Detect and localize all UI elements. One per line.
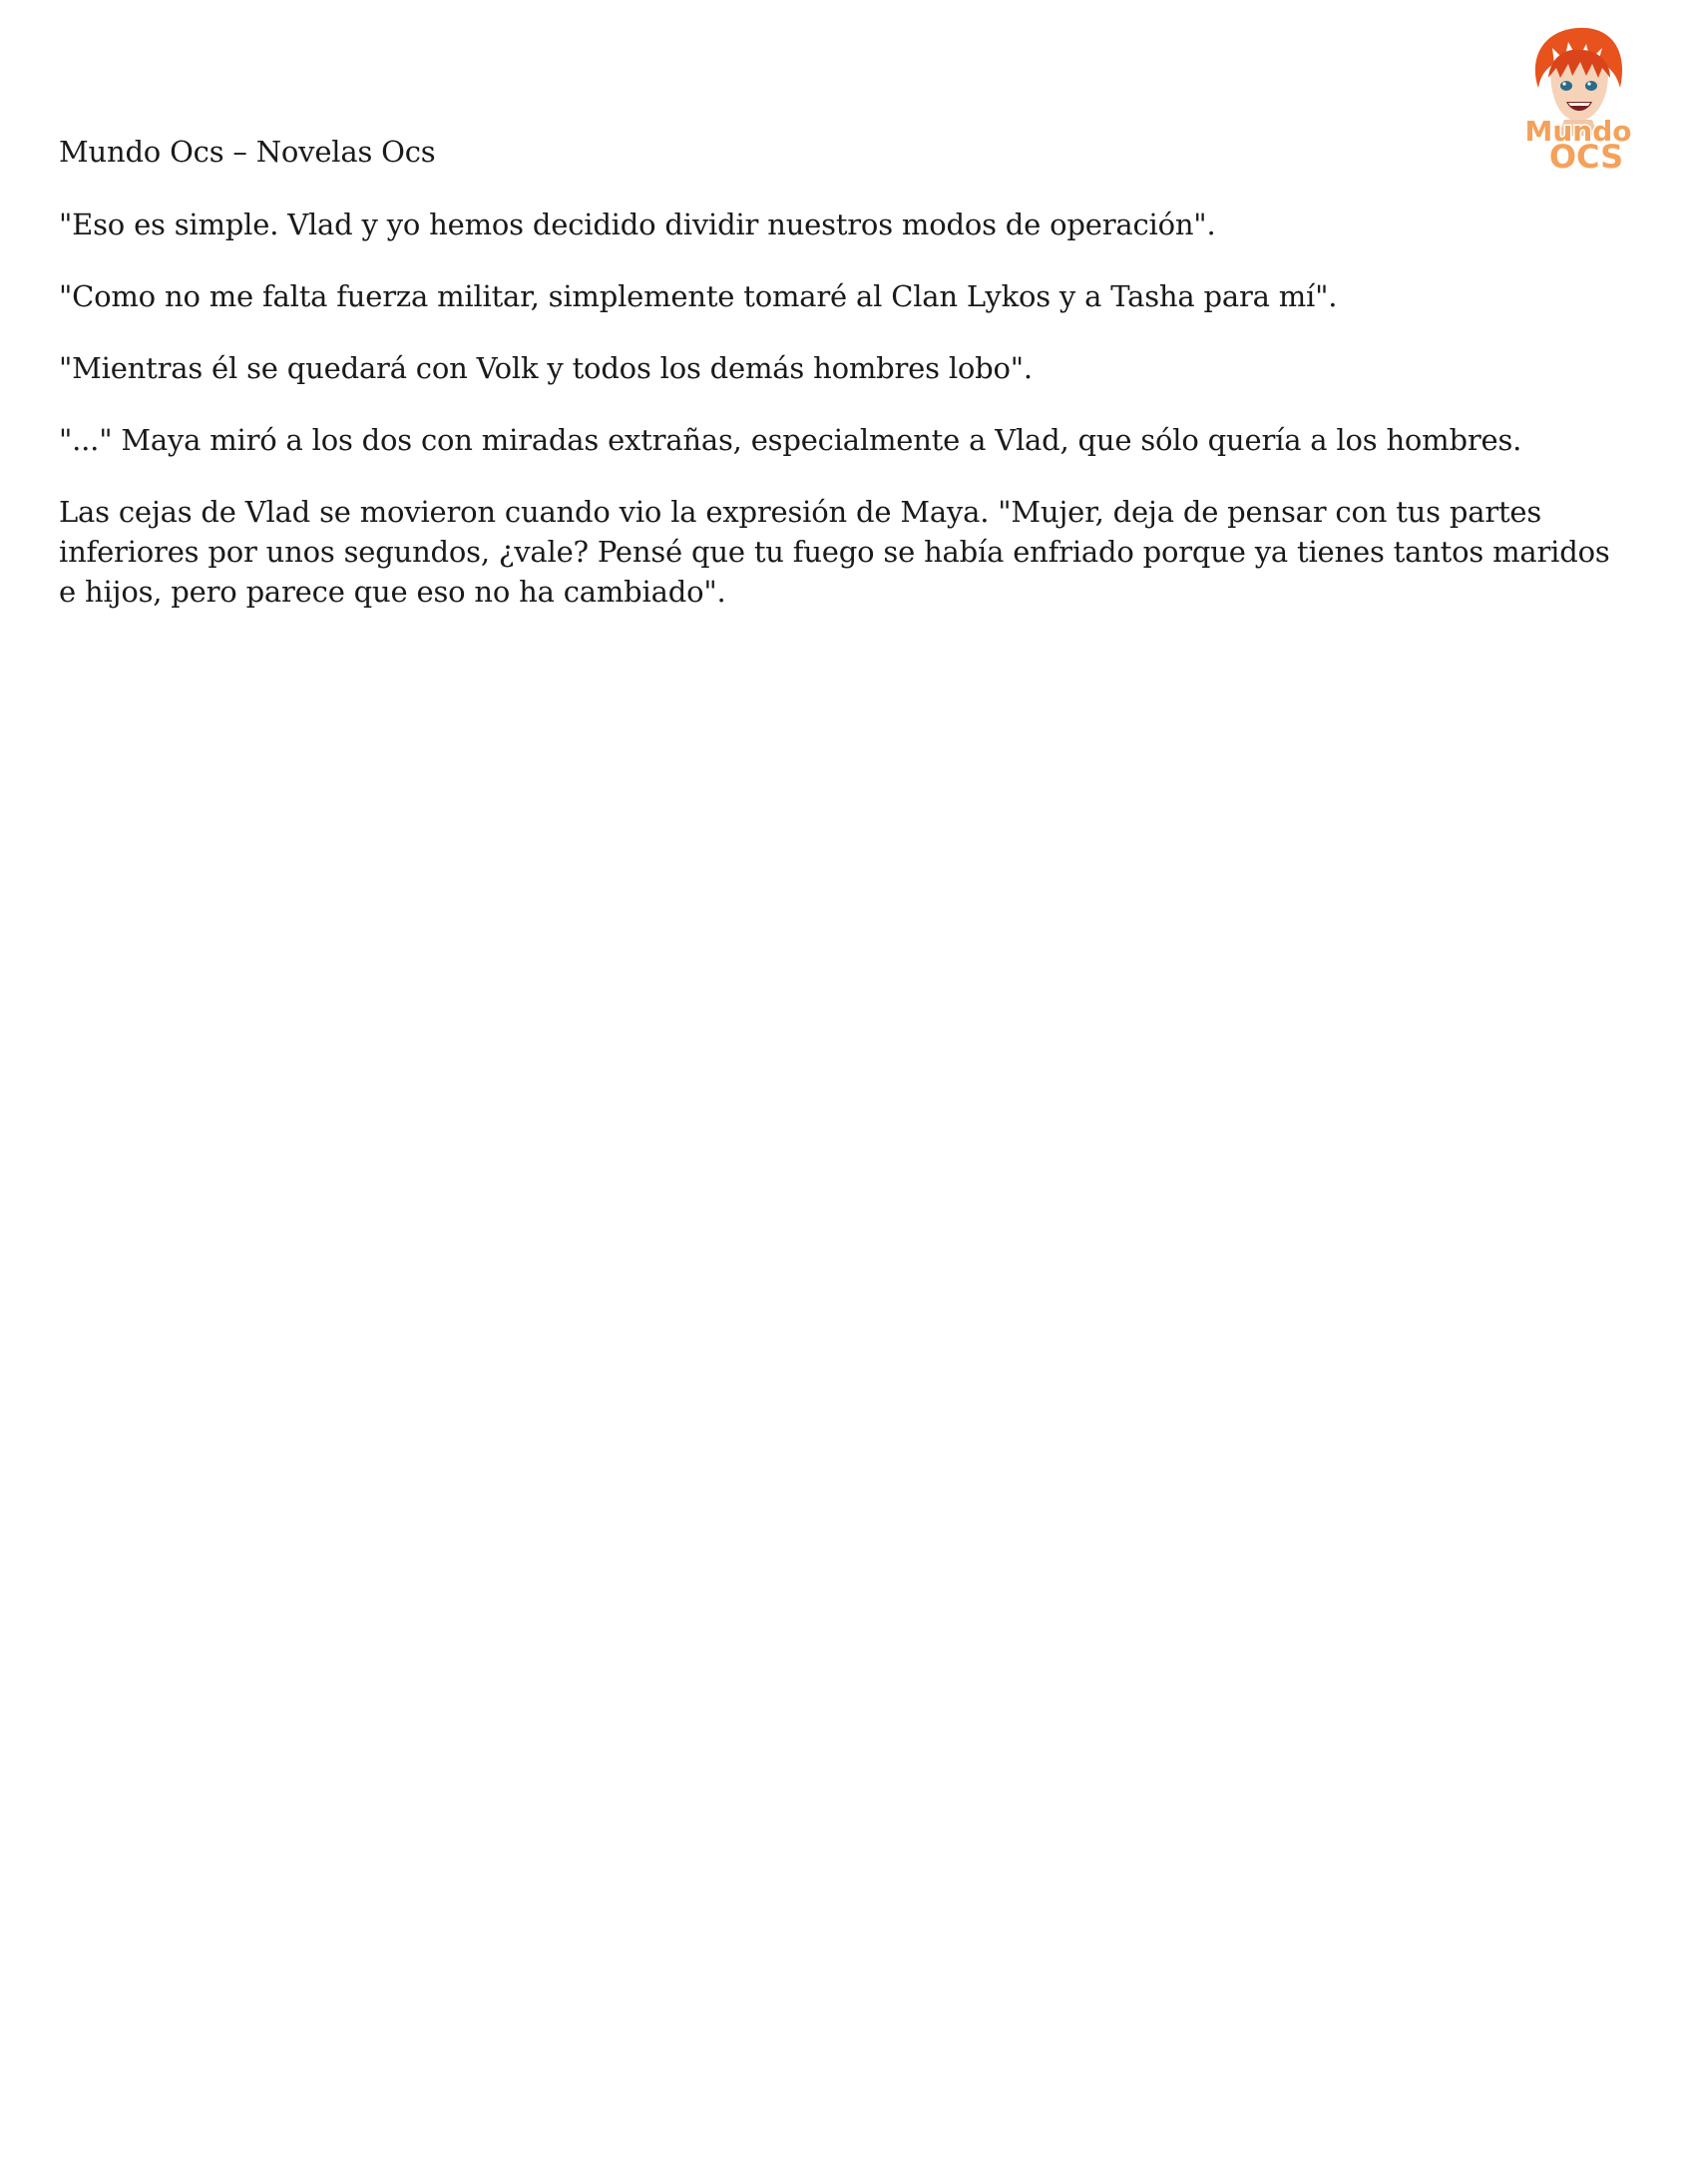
- paragraph-5: Las cejas de Vlad se movieron cuando vio la expresión de Maya. "Mujer, deja de pensar con tus partes inferiores por unos segundos, ¿vale? Pensé que tu fuego se había enfriado porque ya tienes tantos maridos e hijos, pero parece que eso no ha cambiado".: [59, 495, 1610, 609]
- paragraph-1: "Eso es simple. Vlad y yo hemos decidido dividir nuestros modos de operación".: [59, 208, 1216, 241]
- logo-text-bottom: OCS: [1548, 138, 1624, 173]
- logo-text-top: Mundo: [1524, 115, 1632, 148]
- right-eye: [1585, 81, 1597, 91]
- paragraph-2: "Como no me falta fuerza militar, simplemente tomaré al Clan Lykos y a Tasha para mí".: [59, 279, 1338, 313]
- paragraph-3: "Mientras él se quedará con Volk y todos los demás hombres lobo".: [59, 351, 1033, 385]
- paragraph-4: "..." Maya miró a los dos con miradas extrañas, especialmente a Vlad, que sólo quería a los hombres.: [59, 423, 1522, 457]
- left-eye: [1560, 81, 1572, 91]
- page-header: Mundo Ocs – Novelas Ocs: [59, 135, 436, 169]
- document-body: [59, 132, 1635, 644]
